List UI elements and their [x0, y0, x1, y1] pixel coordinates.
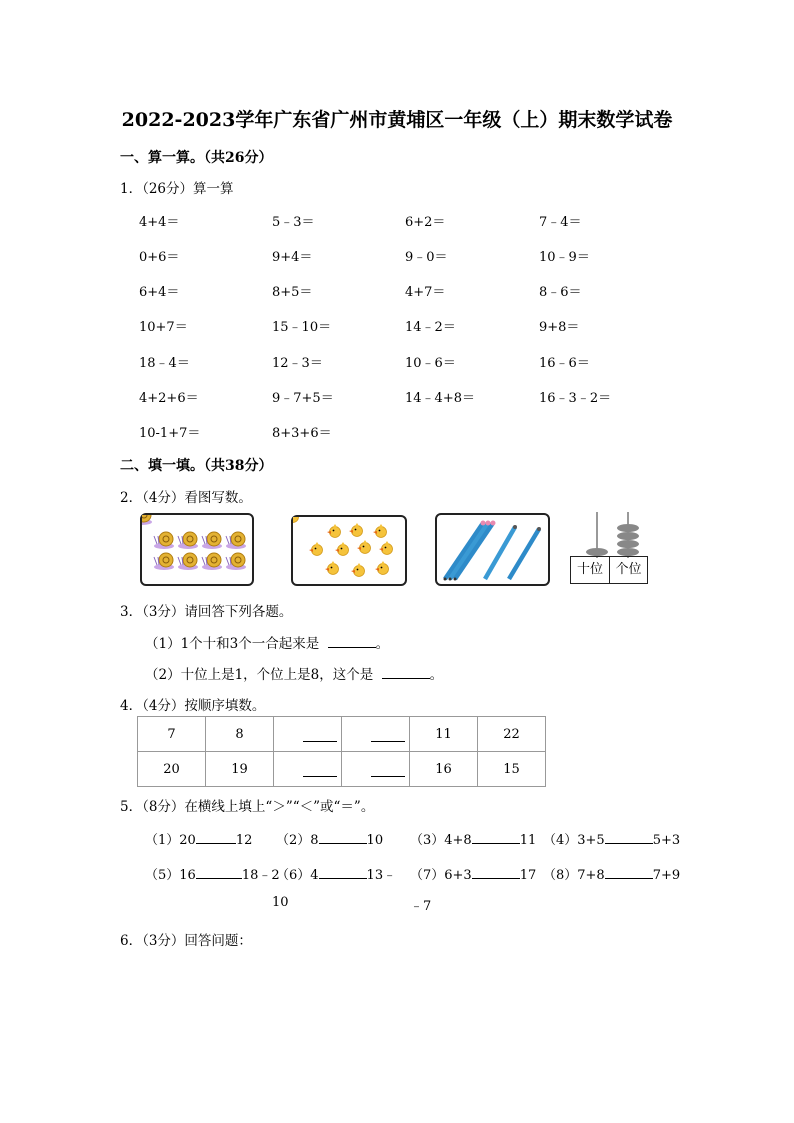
problem: 4+7＝ [405, 285, 446, 300]
answer-blank[interactable] [605, 865, 653, 879]
page-title: 2022-2023学年广东省广州市黄埔区一年级（上）期末数学试卷 [121, 109, 673, 131]
problem: 12﹣3＝ [272, 356, 323, 371]
table-cell: 20 [138, 752, 206, 787]
table-cell: 7 [138, 717, 206, 752]
problem: 4+4＝ [139, 215, 180, 230]
blank-cell[interactable] [342, 752, 410, 787]
table-row [138, 752, 546, 787]
problem: 9﹣7+5＝ [272, 391, 334, 406]
question-3-item-1: （1）1个十和3个一合起来是 。 [145, 636, 390, 652]
problem: 10+7＝ [139, 320, 188, 335]
blank-cell[interactable] [274, 717, 342, 752]
compare-item-5: （5）16 18﹣2 [145, 864, 280, 883]
problem: 14﹣2＝ [405, 320, 456, 335]
problem: 5﹣3＝ [272, 215, 315, 230]
ones-label: 个位 [615, 562, 642, 577]
problem: 6+2＝ [405, 215, 446, 230]
table-cell: 15 [478, 752, 546, 787]
abacus-picture [570, 510, 648, 586]
snails-picture [140, 513, 254, 586]
problem: 16﹣3﹣2＝ [539, 391, 612, 406]
section-1-heading: 一、算一算。（共26分） [120, 150, 273, 166]
blank-cell[interactable] [274, 752, 342, 787]
chick-icon [293, 517, 405, 584]
question-1-label: 1．（26分）算一算 [120, 181, 234, 197]
answer-blank[interactable] [382, 665, 430, 679]
problem: 0+6＝ [139, 250, 180, 265]
compare-item-6: （6）4 13﹣ [276, 864, 396, 883]
pencils-picture [435, 513, 550, 586]
problem: 10﹣9＝ [539, 250, 590, 265]
table-row [138, 717, 546, 752]
answer-blank[interactable] [472, 830, 520, 844]
chicks-picture [291, 515, 407, 586]
answer-blank[interactable] [328, 634, 376, 648]
problem: 14﹣4+8＝ [405, 391, 475, 406]
answer-blank[interactable] [196, 830, 236, 844]
problem: 8+3+6＝ [272, 426, 332, 441]
section-2-heading: 二、填一填。（共38分） [120, 458, 273, 474]
table-cell: 16 [410, 752, 478, 787]
problem: 10-1+7＝ [139, 426, 201, 441]
answer-blank[interactable] [196, 865, 242, 879]
compare-item-4: （4）3+5 5+3 [543, 829, 680, 848]
sequence-table [137, 716, 546, 787]
problem: 6+4＝ [139, 285, 180, 300]
question-3-label: 3．（3分）请回答下列各题。 [120, 604, 293, 620]
pencil-icon [437, 515, 548, 584]
question-5-label: 5．（8分）在横线上填上“＞”“＜”或“＝”。 [120, 799, 375, 815]
compare-item-2: （2）8 10 [276, 829, 383, 848]
answer-blank[interactable] [472, 865, 520, 879]
compare-item-7: （7）6+3 17 [410, 864, 536, 883]
question-4-label: 4．（4分）按顺序填数。 [120, 698, 266, 714]
problem: 18﹣4＝ [139, 356, 190, 371]
problem: 7﹣4＝ [539, 215, 582, 230]
compare-wrap-1: 10 [272, 895, 289, 910]
problem: 15﹣10＝ [272, 320, 332, 335]
problem: 9+8＝ [539, 320, 580, 335]
answer-blank[interactable] [319, 865, 367, 879]
compare-item-3: （3）4+8 11 [410, 829, 536, 848]
abacus-icon [570, 510, 648, 558]
table-cell: 22 [478, 717, 546, 752]
table-cell: 8 [206, 717, 274, 752]
question-6-label: 6．（3分）回答问题： [120, 933, 252, 949]
compare-wrap-2: ﹣7 [410, 899, 432, 914]
question-2-label: 2．（4分）看图写数。 [120, 490, 252, 506]
problem: 4+2+6＝ [139, 391, 199, 406]
table-cell: 19 [206, 752, 274, 787]
answer-blank[interactable] [605, 830, 653, 844]
problem: 8﹣6＝ [539, 285, 582, 300]
problem: 9﹣0＝ [405, 250, 448, 265]
blank-cell[interactable] [342, 717, 410, 752]
table-cell: 11 [410, 717, 478, 752]
answer-blank[interactable] [319, 830, 367, 844]
problem: 16﹣6＝ [539, 356, 590, 371]
compare-item-1: （1）20 12 [145, 829, 252, 848]
tens-label: 十位 [571, 557, 610, 583]
question-3-item-2: （2）十位上是1，个位上是8，这个是 。 [145, 667, 444, 683]
compare-item-8: （8）7+8 7+9 [543, 864, 680, 883]
problem: 9+4＝ [272, 250, 313, 265]
problem: 10﹣6＝ [405, 356, 456, 371]
snail-icon [142, 515, 252, 584]
problem: 8+5＝ [272, 285, 313, 300]
